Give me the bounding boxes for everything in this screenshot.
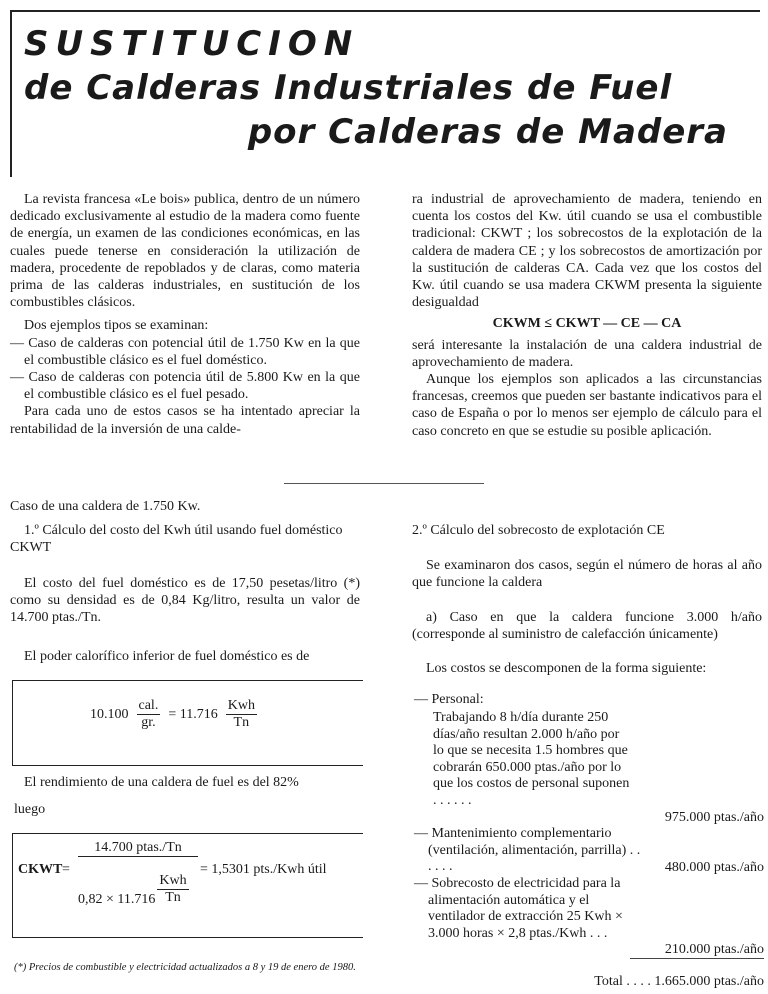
title-line-1: SUSTITUCION (24, 24, 360, 64)
case-title: Caso de una caldera de 1.750 Kw. (10, 499, 201, 514)
section-divider (284, 483, 484, 484)
maintenance-value: 480.000 ptas./año (664, 860, 764, 875)
electricity-item: — Sobrecosto de electricidad para la alimentación automática y el ventilador de extracción 25 Kwh × 3.000 horas × 2,8 ptas./Kwh . . . (414, 876, 623, 941)
intro-bullet-1: — Caso de calderas con potencial útil de 1.750 Kw en la que el combustible clásico es el fuel doméstico. (10, 335, 360, 368)
two-cases-paragraph: Se examinaron dos casos, según el número de horas al año que funcione la caldera (412, 558, 762, 590)
right-intro-paragraph-1: ra industrial de aprovechamiento de madera, teniendo en cuenta los costos del Kw. útil cuando se usa el combustible tradicional: CKWT ; los sobrecostos de la explotación de la caldera de madera CE ; y los sobrecostos de amortización por la sustitución de calderas CA. Cada vez que los costos del Kw. útil cuando se usa madera CKWM presenta la siguiente desigualdad (412, 192, 762, 311)
electricity-value: 210.000 ptas./año (664, 942, 764, 957)
step-2-heading: 2.º Cálculo del sobrecosto de explotación CE (412, 523, 665, 538)
maintenance-item: — Mantenimiento complementario (ventilación, alimentación, parrilla) . . . . . . (414, 826, 641, 874)
eq1-value: 10.100 (90, 706, 129, 722)
eq1-fraction-2: $\frac{\text{Kwh}}{Tn}$ (227, 698, 255, 730)
inequality-formula: CKWM ≤ CKWT — CE — CA (492, 316, 682, 332)
calorific-equation (90, 698, 257, 731)
right-intro-column (412, 191, 762, 440)
eq1-fraction-1: $\frac{\text{cal.}}{gr.}$ (138, 698, 159, 730)
right-intro-paragraph-2: será interesante la instalación de una caldera industrial de aprovechamiento de madera. (412, 337, 762, 370)
eq2-lhs: CKWT (18, 862, 63, 877)
eq2-numerator: 14.700 ptas./Tn (78, 840, 198, 857)
case-a-paragraph: a) Caso en que la caldera funcione 3.000 h/año (corresponde al suministro de calefacción únicamente) (412, 610, 762, 642)
intro-paragraph-2: Dos ejemplos tipos se examinan: (24, 318, 209, 334)
calorific-paragraph: El poder calorífico inferior de fuel doméstico es de (24, 649, 310, 664)
eq2-result: = 1,5301 pts./Kwh útil (200, 862, 327, 877)
title-line-2: de Calderas Industriales de Fuel (24, 68, 673, 108)
eq1-result: = 11.716 (168, 706, 218, 722)
intro-paragraph-3: Para cada uno de estos casos se ha intentado apreciar la rentabilidad de la inversión de una calde- (10, 404, 360, 437)
eq2-equals: = (62, 862, 70, 877)
left-intro-column (10, 191, 360, 438)
right-intro-paragraph-3: Aunque los ejemplos son aplicados a las circunstancias francesas, creemos que pueden ser bastante indicativos para el caso de España o por lo menos ser ejemplo de cálculo para el caso concreto en que se estudie su posible aplicación. (412, 372, 762, 439)
fuel-cost-paragraph: El costo del fuel doméstico es de 17,50 pesetas/litro (*) como su densidad es de 0,84 Kg/litro, resulta un valor de 14.700 ptas./Tn. (10, 576, 360, 625)
eq2-denominator: 0,82 × 11.716 $\frac{\text{Kwh}}{Tn}$ (78, 872, 187, 907)
efficiency-paragraph: El rendimiento de una caldera de fuel es del 82% (24, 775, 299, 790)
total-line: Total . . . . 1.665.000 ptas./año (594, 974, 764, 989)
title-line-3: por Calderas de Madera (247, 112, 728, 152)
cost-breakdown-intro: Los costos se descomponen de la forma siguiente: (426, 661, 707, 676)
personal-value: 975.000 ptas./año (664, 810, 764, 825)
step-1-heading: 1.º Cálculo del costo del Kwh útil usando fuel doméstico CKWT (10, 523, 343, 555)
luego-label: luego (14, 802, 46, 817)
total-rule (630, 958, 764, 959)
footnote: (*) Precios de combustible y electricidad actualizados a 8 y 19 de enero de 1980. (14, 962, 356, 973)
personal-label: — Personal: (414, 692, 484, 707)
intro-bullet-2: — Caso de calderas con potencia útil de 5.800 Kw en la que el combustible clásico es el fuel pesado. (10, 370, 360, 403)
personal-description: Trabajando 8 h/día durante 250 días/año resultan 2.000 h/año por lo que se necesita 1.5 hombres que cobrarán 650.000 ptas./año por lo que los costos de personal suponen . . . . . . (433, 710, 630, 808)
intro-paragraph-1: La revista francesa «Le bois» publica, dentro de un número dedicado exclusivamente al estudio de la madera como fuente de energía, un examen de las condiciones económicas, en las cuales puede tenerse en consideración la utilización de madera, procedente de repoblados y de claras, como materia prima de las calderas industriales, en sustitución de los combustibles clásicos. (10, 192, 360, 311)
